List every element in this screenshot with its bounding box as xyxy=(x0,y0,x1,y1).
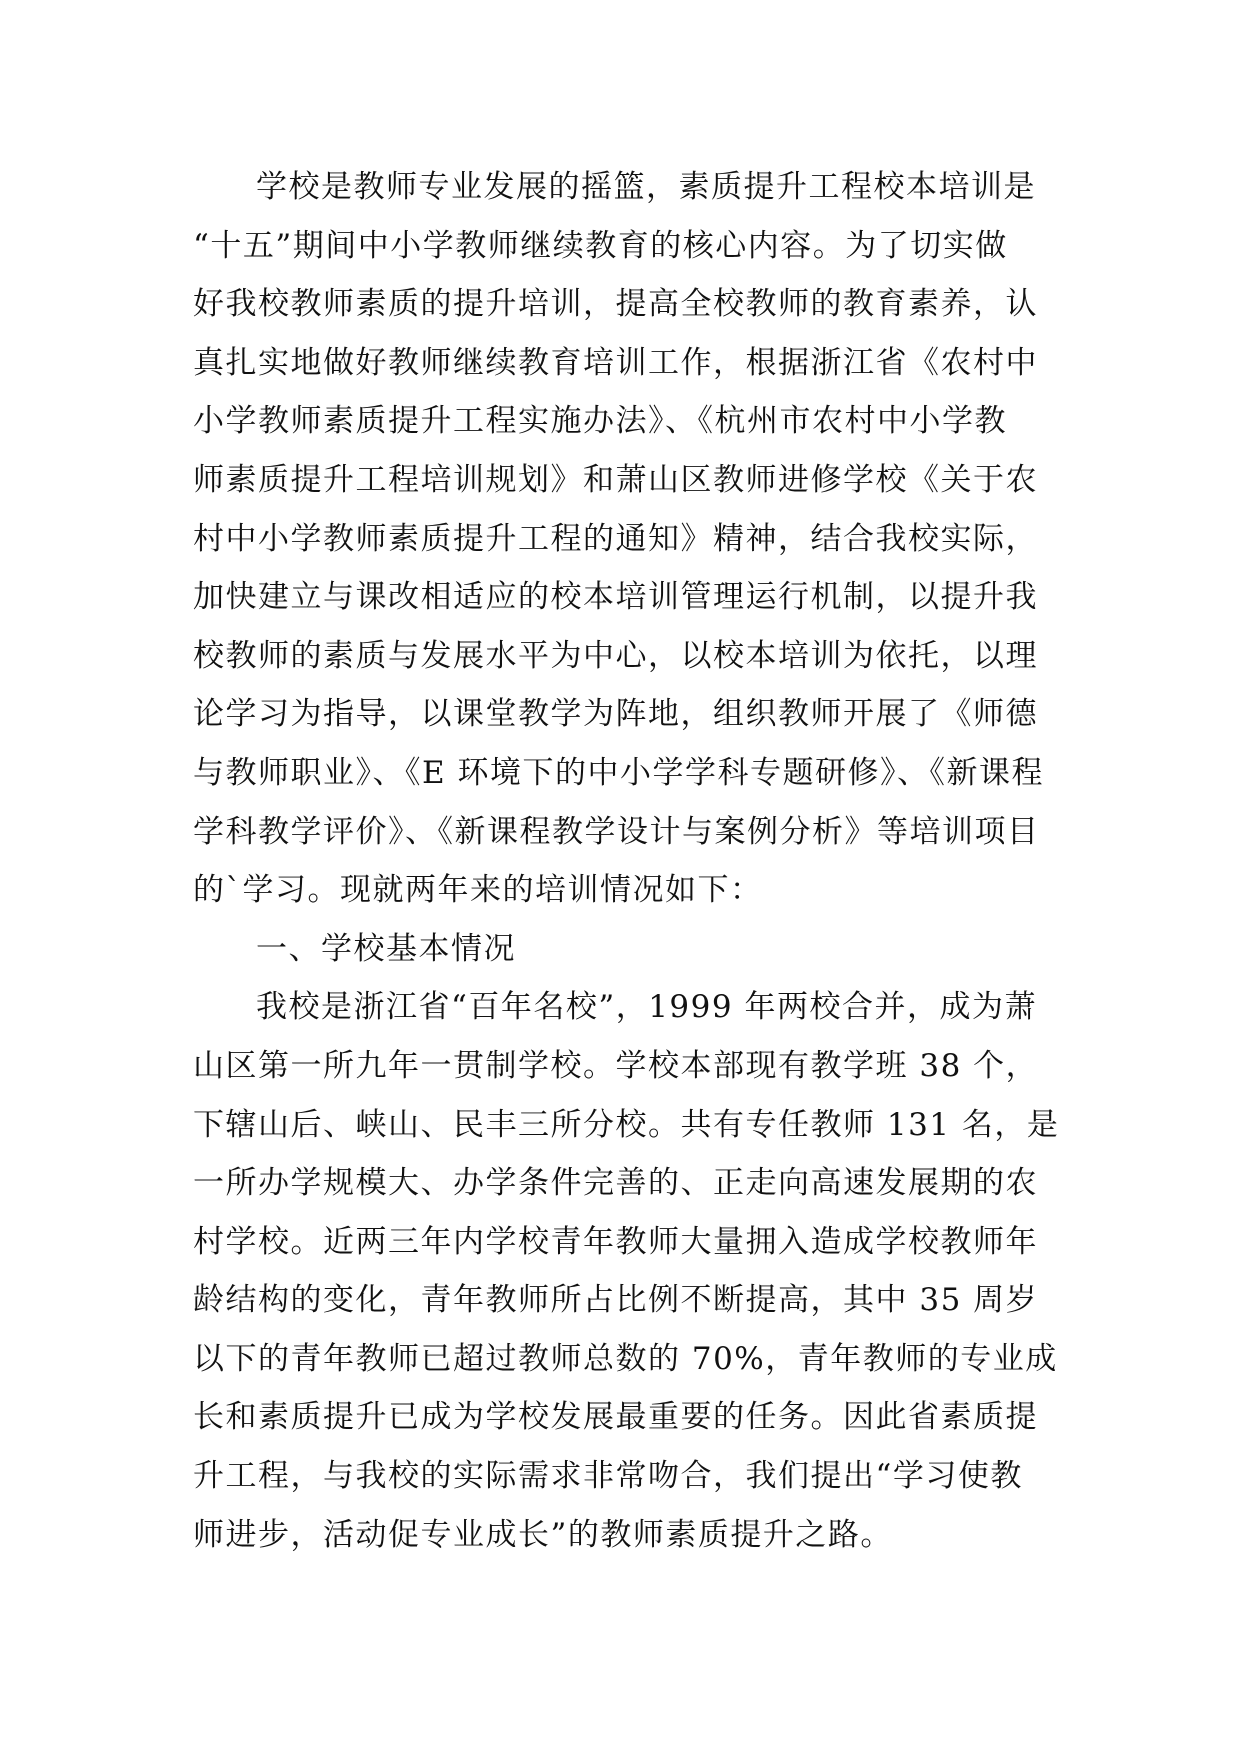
section-heading: 一、学校基本情况 xyxy=(256,930,516,967)
paragraph-line: 村中小学教师素质提升工程的通知》精神，结合我校实际， xyxy=(193,520,1038,557)
paragraph-intro xyxy=(193,158,1053,920)
paragraph-line: 的`学习。现就两年来的培训情况如下： xyxy=(193,872,763,909)
paragraph-line: 下辖山后、峡山、民丰三所分校。共有专任教师 131 名，是 xyxy=(193,1106,1060,1143)
document-body xyxy=(193,158,1060,1564)
paragraph-line: “十五”期间中小学教师继续教育的核心内容。为了切实做 xyxy=(193,227,1008,264)
paragraph-line: 以下的青年教师已超过教师总数的 70%，青年教师的专业成 xyxy=(193,1340,1058,1377)
paragraph-line: 师进步，活动促专业成长”的教师素质提升之路。 xyxy=(193,1516,893,1553)
paragraph-line: 学科教学评价》、《新课程教学设计与案例分析》等培训项目 xyxy=(193,813,1040,850)
paragraph-line: 好我校教师素质的提升培训，提高全校教师的教育素养，认 xyxy=(193,286,1038,323)
paragraph-line: 山区第一所九年一贯制学校。学校本部现有教学班 38 个， xyxy=(193,1047,1039,1084)
paragraph-line: 村学校。近两三年内学校青年教师大量拥入造成学校教师年 xyxy=(193,1223,1038,1260)
paragraph-line: 师素质提升工程培训规划》和萧山区教师进修学校《关于农 xyxy=(193,461,1038,498)
paragraph-line: 我校是浙江省“百年名校”，1999 年两校合并，成为萧 xyxy=(256,989,1037,1026)
paragraph-line: 论学习为指导，以课堂教学为阵地，组织教师开展了《师德 xyxy=(193,696,1038,733)
paragraph-line: 一所办学规模大、办学条件完善的、正走向高速发展期的农 xyxy=(193,1165,1038,1202)
paragraph-line: 校教师的素质与发展水平为中心，以校本培训为依托，以理 xyxy=(193,637,1038,674)
paragraph-line: 真扎实地做好教师继续教育培训工作，根据浙江省《农村中 xyxy=(193,344,1038,381)
paragraph-line: 学校是教师专业发展的摇篮，素质提升工程校本培训是 xyxy=(256,169,1036,205)
paragraph-line: 小学教师素质提升工程实施办法》、《杭州市农村中小学教 xyxy=(193,403,1007,440)
paragraph-line: 与教师职业》、《E 环境下的中小学学科专题研修》、《新课程 xyxy=(193,754,1044,791)
paragraph-school-info xyxy=(193,978,1060,1564)
paragraph-line: 龄结构的变化，青年教师所占比例不断提高，其中 35 周岁 xyxy=(193,1282,1039,1319)
paragraph-line: 升工程，与我校的实际需求非常吻合，我们提出“学习使教 xyxy=(193,1458,1023,1495)
paragraph-line: 长和素质提升已成为学校发展最重要的任务。因此省素质提 xyxy=(193,1399,1038,1436)
paragraph-line: 加快建立与课改相适应的校本培训管理运行机制，以提升我 xyxy=(193,579,1038,616)
